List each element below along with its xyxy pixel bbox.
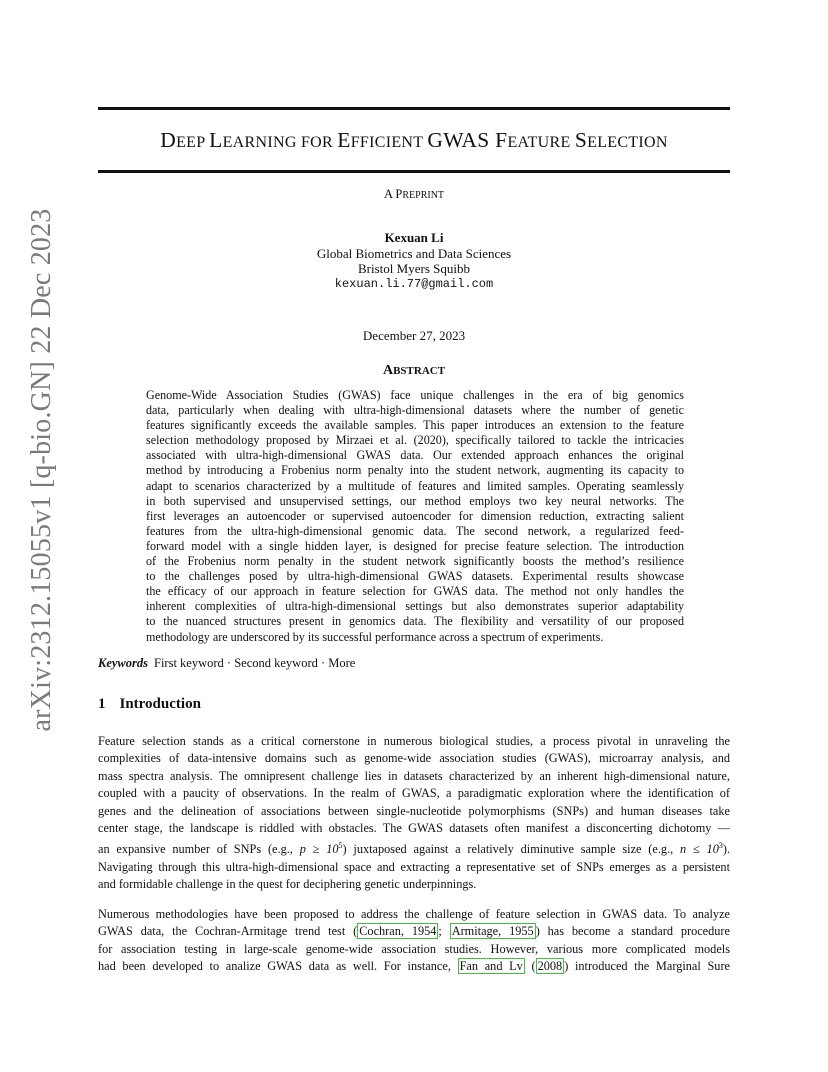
keywords-line bbox=[98, 656, 355, 671]
citation-link[interactable]: 2008 bbox=[537, 959, 563, 974]
abstract-text: Genome-Wide Association Studies (GWAS) face unique challenges in the era of big genomics data, particularly when dealing with ultra-high-dimensional datasets where the number of genetic features significantly exceeds the available samples. This paper introduces an extension to the feature selection methodology proposed by Mirzaei et al. (2020), specifically tailored to tackle the intricacies associated with ultra-high-dimensional GWAS data. Our extended approach enhances the original method by introducing a Frobenius norm penalty into the student network, augmenting its capacity to adapt to scenarios characterized by a multitude of features and limited samples. Operating seamlessly in both supervised and unsupervised settings, our method employs two key neural networks. The first leverages an autoencoder or supervised autoencoder for dimension reduction, extracting salient features from the ultra-high-dimensional genomic data. The second network, a regularized feed- forward model with a single hidden layer, is designed for precise feature selection. The introduction of the Frobenius norm penalty in the student network significantly boosts the method’s resilience to the challenges posed by ultra-high-dimensional GWAS datasets. Experimental results showcase the efficacy of our approach in feature selection for GWAS data. The method not only handles the inherent complexities of ultra-high-dimensional settings but also demonstrates superior adaptability to the nuanced structures present in genomics data. The flexibility and versatility of our proposed methodology are underscored by its successful performance across a spectrum of experiments. bbox=[146, 388, 684, 644]
preprint-label: A PREPRINT bbox=[383, 187, 445, 201]
citation-link[interactable]: Armitage, 1955 bbox=[451, 924, 534, 939]
intro-paragraph-1: Feature selection stands as a critical cornerstone in numerous biological studies, a process pivotal in unraveling the complexities of data-intensive domains such as genome-wide association studies (GWAS), microarray analysis, and mass spectra analysis. The omnipresent challenge lies in datasets characterized by an inherent high-dimensional nature, coupled with a paucity of observations. In the realm of GWAS, a paradigmatic exploration where the identification of genes and the delineation of associations between single-nucleotide polymorphisms (SNPs) and human diseases take center stage, the landscape is riddled with obstacles. The GWAS datasets often manifest a disconcerting dichotomy — an expansive number of SNPs (e.g., $p \ge 10^5$) juxtaposed against a relatively diminutive sample size (e.g., $n \le 10^3$). Navigating through this ultra-high-dimensional space and extracting a representative set of SNPs emerges as a persistent and formidable challenge in the quest for deciphering genetic underpinnings. bbox=[98, 734, 731, 892]
arxiv-identifier: arXiv:2312.15055v1 [q-bio.GN] 22 Dec 2023 bbox=[26, 208, 57, 732]
author-block bbox=[98, 230, 730, 292]
author-affiliation: Bristol Myers Squibb bbox=[358, 261, 470, 277]
title-rule-bottom bbox=[98, 170, 730, 173]
keywords-text: First keyword · Second keyword · More bbox=[154, 656, 356, 670]
author-affiliation: Global Biometrics and Data Sciences bbox=[316, 245, 512, 261]
abstract-heading: ABSTRACT bbox=[382, 363, 446, 378]
citation-link[interactable]: Cochran, 1954 bbox=[359, 924, 437, 939]
math-line: an expansive number of SNPs (e.g., $p \ge 10^5$) juxtaposed against a relatively diminutive sample size (e.g., $n \le 10^3$). bbox=[98, 841, 731, 857]
paper-date: December 27, 2023 bbox=[362, 328, 466, 343]
intro-paragraph-2: Numerous methodologies have been proposed to address the challenge of feature selection in GWAS data. To analyze GWAS data, the Cochran-Armitage trend test ( Cochran, 1954 ; Armitage, 1955 ) has become a standard procedure for association testing in large-scale genome-wide association studies. However, various more complicated models had been developed to analize GWAS data as well. For instance, Fan and Lv ( 2008 ) introduced the Marginal Sure bbox=[98, 907, 731, 974]
arxiv-sidebar bbox=[22, 208, 62, 732]
paper-title: DEEP LEARNING FOR EFFICIENT GWAS FEATURE SELECTION bbox=[160, 128, 668, 152]
section-title: Introduction bbox=[119, 696, 201, 712]
keywords-label: Keywords bbox=[98, 656, 148, 670]
author-name: Kexuan Li bbox=[384, 230, 444, 245]
citation-link[interactable]: Fan and Lv bbox=[459, 959, 523, 974]
author-email[interactable]: kexuan.li.77@gmail.com bbox=[334, 276, 494, 291]
title-rule-top bbox=[98, 107, 730, 110]
section-number: 1 bbox=[98, 696, 106, 712]
section-heading bbox=[98, 696, 201, 713]
